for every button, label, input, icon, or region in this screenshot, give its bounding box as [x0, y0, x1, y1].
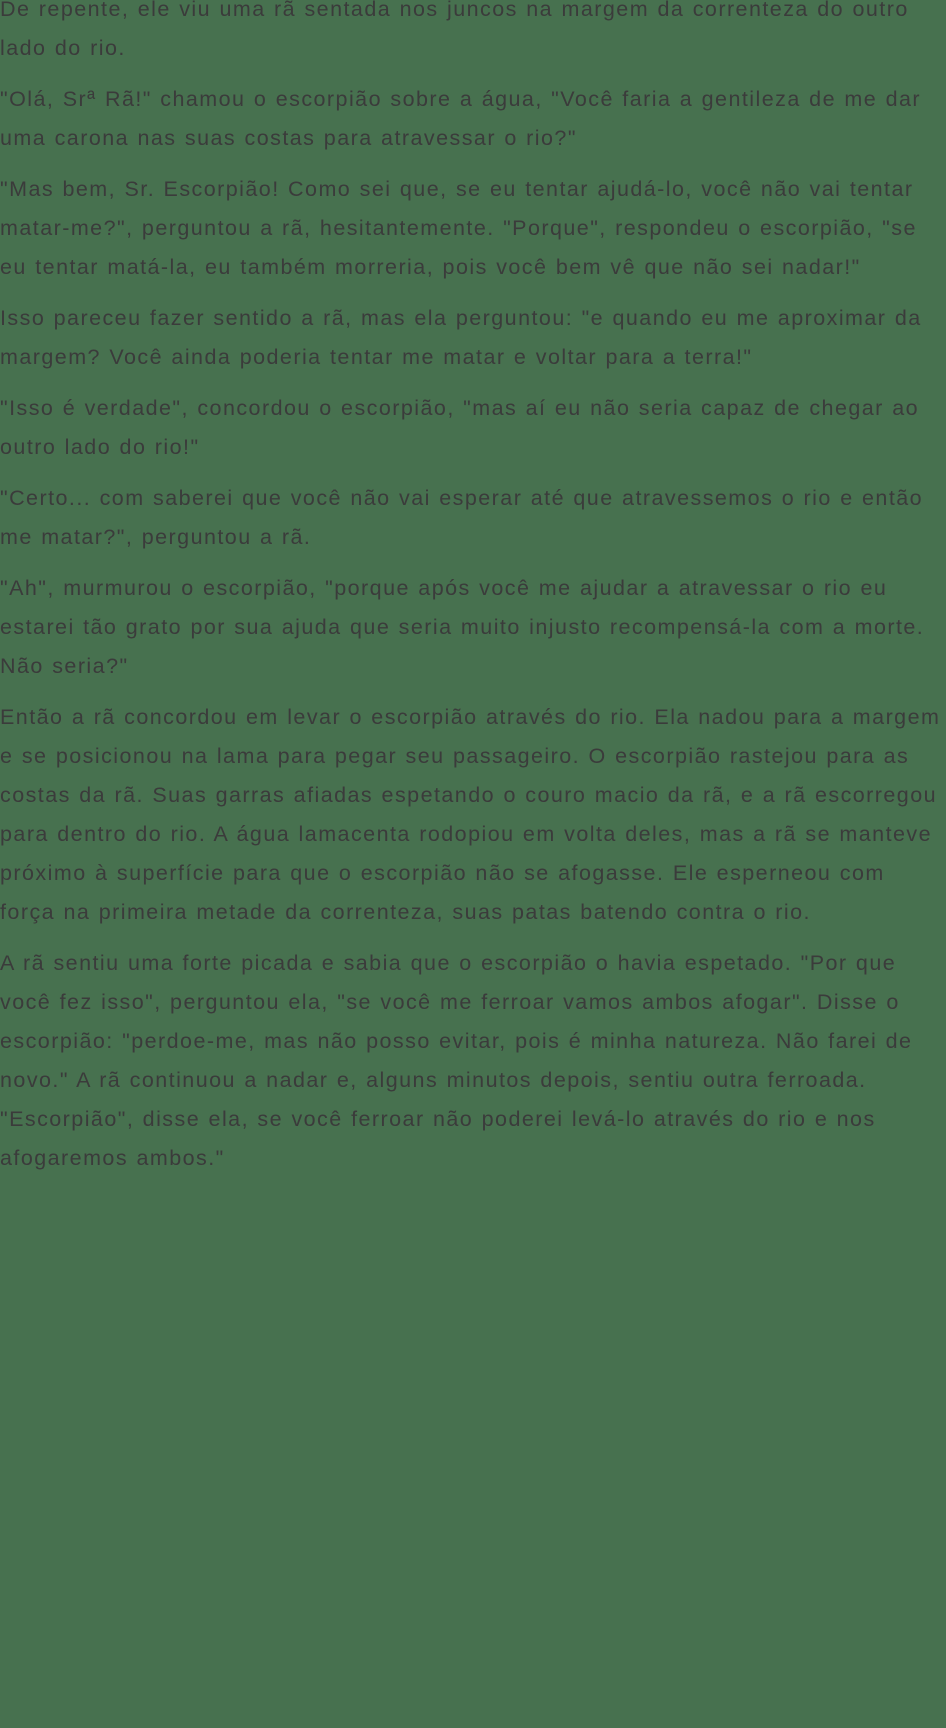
paragraph-9: A rã sentiu uma forte picada e sabia que o escorpião o havia espetado. "Por que você fez isso", perguntou ela, "se você me ferroar vamos ambos afogar". Disse o escorpião: "perdoe-me, mas não posso evitar, pois é minha natureza. Não farei de novo." A rã continuou a nadar e, alguns minutos depois, sentiu outra ferroada. "Escorpião", disse ela, se você ferroar não poderei levá-lo através do rio e nos afogaremos ambos." [0, 951, 913, 1170]
paragraph-5: "Isso é verdade", concordou o escorpião, "mas aí eu não seria capaz de chegar ao outro lado do rio!" [0, 396, 920, 459]
paragraph-8: Então a rã concordou em levar o escorpião através do rio. Ela nadou para a margem e se posicionou na lama para pegar seu passageiro. O escorpião rastejou para as costas da rã. Suas garras afiadas espetando o couro macio da rã, e a rã escorregou para dentro do rio. A água lamacenta rodopiou em volta deles, mas a rã se manteve próximo à superfície para que o escorpião não se afogasse. Ele esperneou com força na primeira metade da correnteza, suas patas batendo contra o rio. [0, 705, 941, 924]
paragraph-3: "Mas bem, Sr. Escorpião! Como sei que, se eu tentar ajudá-lo, você não vai tentar matar-me?", perguntou a rã, hesitantemente. "Porque", respondeu o escorpião, "se eu tentar matá-la, eu também morreria, pois você bem vê que não sei nadar!" [0, 177, 917, 279]
paragraph-4: Isso pareceu fazer sentido a rã, mas ela perguntou: "e quando eu me aproximar da margem? Você ainda poderia tentar me matar e voltar para a terra!" [0, 306, 922, 369]
paragraph-2: "Olá, Srª Rã!" chamou o escorpião sobre a água, "Você faria a gentileza de me dar uma carona nas suas costas para atravessar o rio?" [0, 87, 922, 150]
paragraph-1: De repente, ele viu uma rã sentada nos juncos na margem da correnteza do outro lado do rio. [0, 0, 909, 60]
paragraph-7: "Ah", murmurou o escorpião, "porque após você me ajudar a atravessar o rio eu estarei tão grato por sua ajuda que seria muito injusto recompensá-la com a morte. Não seria?" [0, 576, 925, 678]
paragraph-6: "Certo... com saberei que você não vai esperar até que atravessemos o rio e então me matar?", perguntou a rã. [0, 486, 924, 549]
